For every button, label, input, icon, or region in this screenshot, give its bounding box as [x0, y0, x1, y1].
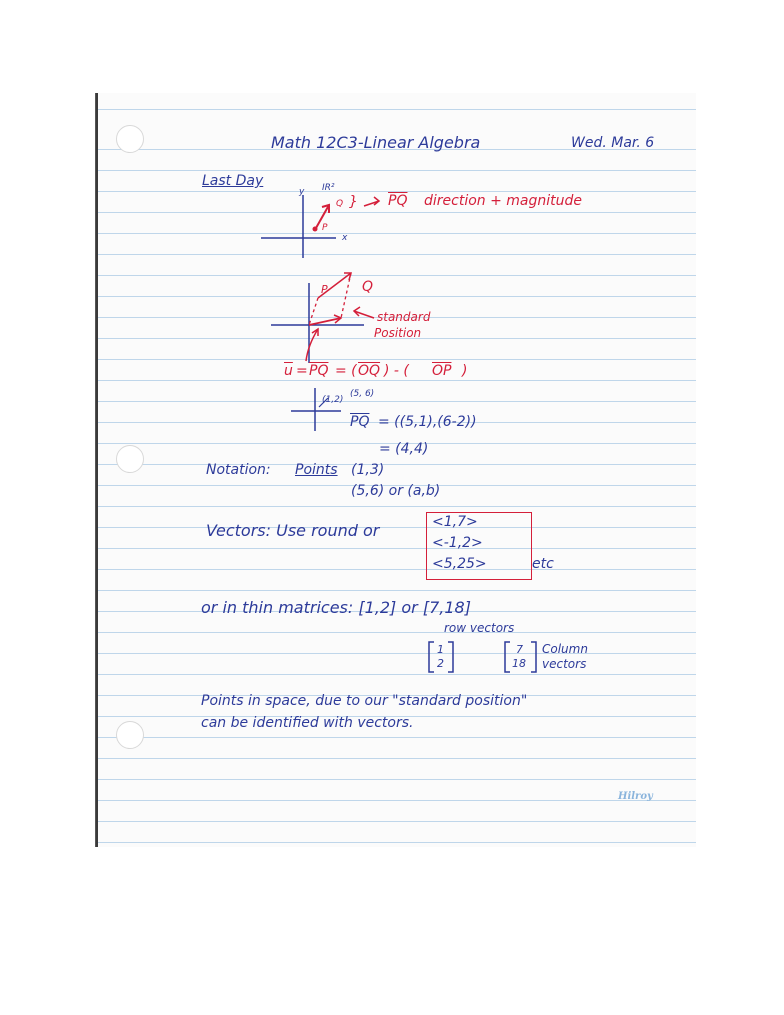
notation-label: Notation: [206, 462, 271, 478]
vector-example-2: <-1,2> [432, 535, 483, 551]
graph1-x-label: x [342, 233, 348, 243]
graph1-point-p: P [322, 223, 328, 233]
graph2-point-q: Q [362, 279, 374, 295]
graph3-p-label: (1,2) [322, 395, 344, 405]
graph1-brace: } [349, 194, 358, 210]
column-vector-1-bottom: 2 [437, 657, 444, 670]
graph1-pq-vector: $\overline{PQ}$ [388, 193, 408, 209]
notebook-brand-logo: Hilroy [618, 791, 653, 802]
graph3-pq-result: = (4,4) [379, 441, 429, 457]
vector-etc: etc [532, 556, 554, 572]
vector-pq: $\overline{PQ}$ [309, 363, 329, 379]
section-heading: Last Day [202, 173, 264, 189]
graph3-pq-equation: = ((5,1),(6-2)) [378, 414, 477, 430]
column-vector-2-bottom: 18 [512, 657, 526, 670]
page-date: Wed. Mar. 6 [571, 135, 655, 151]
graph1-y-label: y [299, 187, 305, 197]
page-title: Math 12C3-Linear Algebra [271, 133, 481, 152]
thin-matrices-line: or in thin matrices: [1,2] or [7,18] [201, 598, 471, 617]
standard-position-line2: Position [374, 326, 422, 340]
column-vectors-note-1: Column [542, 642, 588, 656]
points-example-1: (1,3) [351, 462, 385, 478]
column-vector-1-top: 1 [437, 643, 444, 656]
vector-u: $\overline{u}$ [284, 363, 293, 379]
vector-example-1: <1,7> [432, 514, 478, 530]
vector-example-3: <5,25> [432, 556, 487, 572]
graph1-point-q: Q [336, 199, 344, 209]
graph1-direction-magnitude: direction + magnitude [424, 193, 583, 209]
column-vectors-note-2: vectors [542, 657, 587, 671]
closing-line-2: can be identified with vectors. [201, 715, 414, 731]
points-example-2: (5,6) or (a,b) [351, 483, 441, 499]
vector-op: $\overline{OP}$ [432, 363, 452, 379]
graph3-q-label: (5, 6) [350, 389, 375, 399]
vector-oq: $\overline{OQ}$ [358, 363, 381, 379]
graph3-pq-vector: $\overline{PQ}$ [350, 414, 370, 430]
standard-position-line1: standard [377, 310, 431, 324]
closing-line-1: Points in space, due to our "standard position" [201, 693, 528, 709]
graph1-space-label: IR² [322, 183, 335, 193]
column-vector-2-top: 7 [516, 643, 523, 656]
row-vectors-note: row vectors [444, 621, 515, 635]
graph2-point-p: P [321, 283, 328, 296]
vectors-label: Vectors: Use round or [206, 521, 380, 540]
points-label: Points [295, 462, 338, 478]
notebook-page: Math 12C3-Linear Algebra Wed. Mar. 6 Last Day y x IR² P Q } $\overline{PQ}$ direction + magnitude P Q standard Position $\overline{u}$ = $\overline{PQ}$ = ( $\overline{OQ}$ ) - ( $\overline{OP}$ ) (1,2) (5, 6) $\overline{PQ}$ = ((5,1),(6-2)) = (4,4) Notation: Points (1,3) (5,6) or (a,b) Vectors: Use round or <1,7> <-1,2> <5,25> etc or in thin matrices: [1,2] or [7,18] row vectors 1 2 7 18 Column vectors Points in space, due to our "standard position" can be identified with vectors. Hilroy [95, 93, 696, 847]
